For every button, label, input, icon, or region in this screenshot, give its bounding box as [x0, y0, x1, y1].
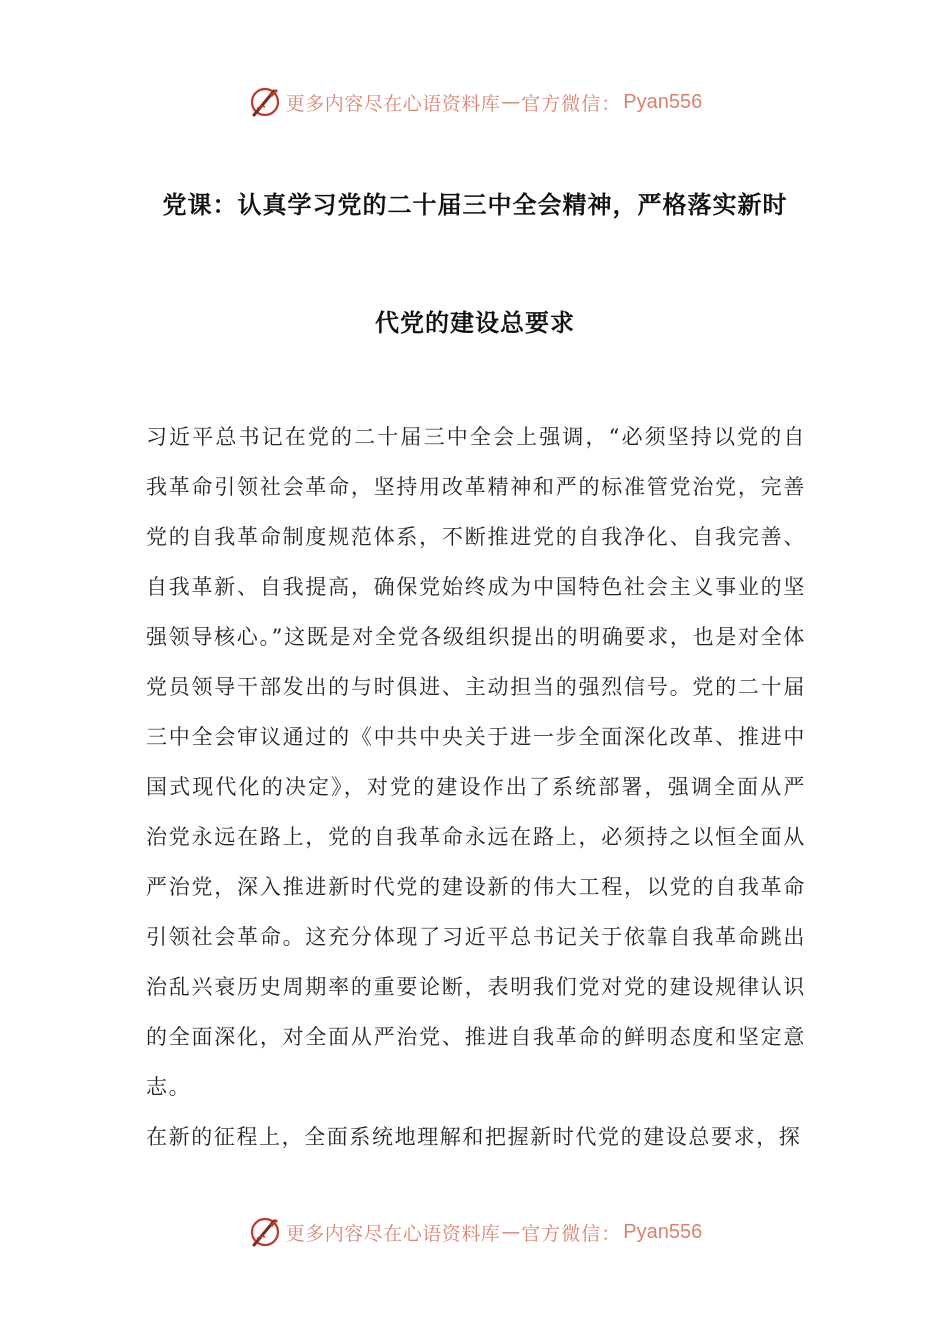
pen-circle-logo-icon [248, 1215, 282, 1249]
banner-dash: — [501, 1221, 521, 1243]
page-title-line-2: 代党的建设总要求 [375, 309, 575, 337]
page-title-line-1: 党课：认真学习党的二十届三中全会精神，严格落实新时 [162, 191, 788, 219]
banner-lead-text: 更多内容尽在心语资料库 [285, 1222, 501, 1245]
footer-banner [0, 1212, 950, 1252]
banner-wechat-label: 官方微信： [521, 92, 622, 115]
header-banner [0, 82, 950, 122]
pen-circle-logo-icon [248, 85, 282, 119]
document-body [146, 412, 806, 1162]
banner-wechat-label: 官方微信： [521, 1222, 622, 1245]
banner-dash: — [501, 91, 521, 113]
banner-wechat-handle: Pyan556 [623, 1220, 703, 1243]
paragraph: 习近平总书记在党的二十届三中全会上强调，“必须坚持以党的自我革命引领社会革命，坚持用改革精神和严的标准管党治党，完善党的自我革命制度规范体系，不断推进党的自我净化、自我完善、自我革新、自我提高，确保党始终成为中国特色社会主义事业的坚强领导核心。”这既是对全党各级组织提出的明确要求，也是对全体党员领导干部发出的与时俱进、主动担当的强烈信号。党的二十届三中全会审议通过的《中共中央关于进一步全面深化改革、推进中国式现代化的决定》，对党的建设作出了系统部署，强调全面从严治党永远在路上，党的自我革命永远在路上，必须持之以恒全面从严治党，深入推进新时代党的建设新的伟大工程，以党的自我革命引领社会革命。这充分体现了习近平总书记关于依靠自我革命跳出治乱兴衰历史周期率的重要论断，表明我们党对党的建设规律认识的全面深化，对全面从严治党、推进自我革命的鲜明态度和坚定意志。 [146, 425, 806, 1099]
paragraph: 在新的征程上，全面系统地理解和把握新时代党的建设总要求，探 [146, 1125, 802, 1149]
banner-wechat-handle: Pyan556 [623, 90, 703, 113]
banner-lead-text: 更多内容尽在心语资料库 [285, 92, 501, 115]
